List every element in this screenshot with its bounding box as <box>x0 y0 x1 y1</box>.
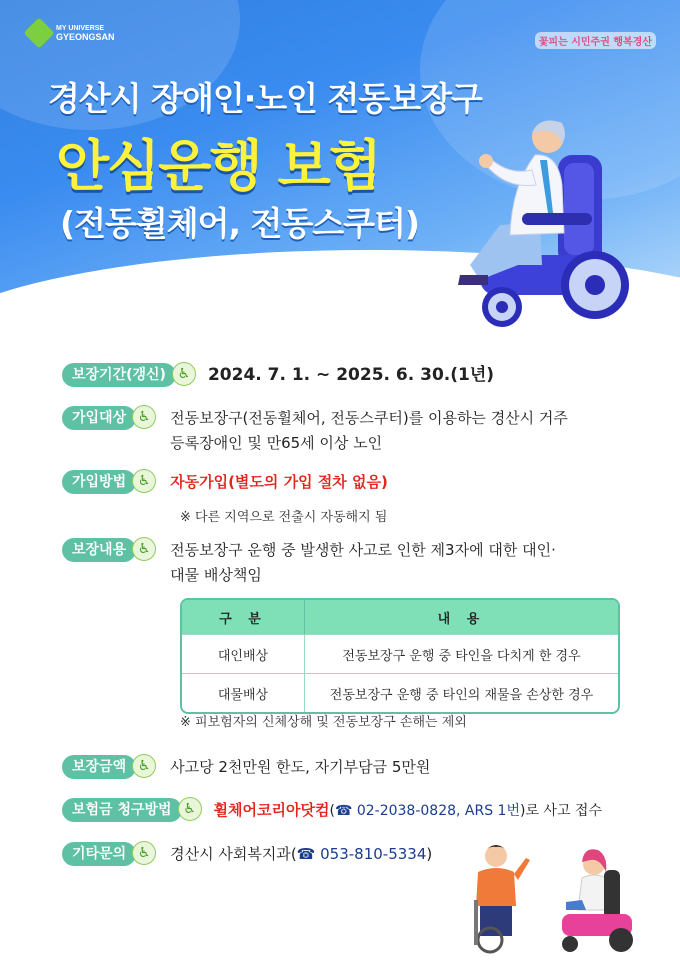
method-row <box>62 470 388 495</box>
claim-row <box>62 798 602 824</box>
title-line1: 경산시 장애인·노인 전동보장구 <box>48 79 482 118</box>
coverage-table <box>180 598 620 714</box>
eligibility-line1: 전동보장구(전동휠체어, 전동스쿠터)를 이용하는 경산시 거주 <box>170 409 568 427</box>
method-note: ※ 다른 지역으로 전출시 자동해지 됨 <box>180 510 388 525</box>
eligibility-line2: 등록장애인 및 만65세 이상 노인 <box>170 434 383 452</box>
title-line3: (전동휠체어, 전동스쿠터) <box>60 204 419 243</box>
inquiry-row <box>62 842 432 867</box>
coverage-line2: 대물 배상책임 <box>170 566 262 584</box>
logo-mark-icon <box>23 17 54 48</box>
amount-value: 사고당 2천만원 한도, 자기부담금 5만원 <box>170 758 431 776</box>
claim-company: 휠체어코리아닷컴 <box>213 801 330 819</box>
period-value: 2024. 7. 1. ~ 2025. 6. 30.(1년) <box>207 365 495 385</box>
wheelchair-icon: ♿ <box>172 362 196 386</box>
table-header: 구 분 <box>182 600 305 634</box>
table-header: 내 용 <box>305 600 618 634</box>
logo-line1: MY UNIVERSE <box>56 25 105 32</box>
table-header-row <box>182 600 618 634</box>
wheelchair-icon: ♿ <box>178 797 202 821</box>
logo-line2: GYEONGSAN <box>56 32 115 42</box>
claim-label: 보험금 청구방법 <box>62 798 182 822</box>
city-logo <box>28 22 115 44</box>
paren: ) <box>519 803 526 819</box>
slogan: 꽃피는 시민주권 행복경산 <box>535 32 656 49</box>
amount-row <box>62 755 430 780</box>
paren: ( <box>329 803 335 819</box>
inquiry-label: 기타문의 <box>62 842 136 866</box>
method-value: 자동가입(별도의 가입 절차 없음) <box>170 473 388 491</box>
table-cell: 대인배상 <box>182 634 305 673</box>
wheelchair-icon: ♿ <box>132 405 156 429</box>
wheelchair-icon: ♿ <box>132 469 156 493</box>
method-label: 가입방법 <box>62 470 136 494</box>
claim-suffix: 로 사고 접수 <box>525 803 602 819</box>
coverage-line1: 전동보장구 운행 중 발생한 사고로 인한 제3자에 대한 대인· <box>170 541 556 559</box>
amount-label: 보장금액 <box>62 755 136 779</box>
period-row <box>62 363 494 388</box>
hero-banner <box>0 0 680 330</box>
coverage-note: ※ 피보험자의 신체상해 및 전동보장구 손해는 제외 <box>180 715 467 730</box>
table-row <box>182 634 618 673</box>
wheelchair-icon: ♿ <box>132 537 156 561</box>
table-cell: 전동보장구 운행 중 타인의 재물을 손상한 경우 <box>305 673 618 712</box>
inquiry-dept: 경산시 사회복지과 <box>170 845 291 863</box>
inquiry-phone: ☎ 053-810-5334 <box>296 845 427 863</box>
table-cell: 전동보장구 운행 중 타인을 다치게 한 경우 <box>305 634 618 673</box>
wheelchair-icon: ♿ <box>132 754 156 778</box>
paren: ) <box>426 845 433 863</box>
coverage-row <box>62 538 556 588</box>
claim-phone: ☎ 02-2038-0828, ARS 1번 <box>334 803 520 819</box>
wheelchair-icon: ♿ <box>132 841 156 865</box>
table-cell: 대물배상 <box>182 673 305 712</box>
period-label: 보장기간(갱신) <box>62 363 176 387</box>
wheelchair-users-illustration <box>466 840 646 955</box>
paren: ( <box>290 845 297 863</box>
coverage-label: 보장내용 <box>62 538 136 562</box>
eligibility-row <box>62 406 568 456</box>
table-row <box>182 673 618 712</box>
title-line2: 안심운행 보험 <box>56 134 380 198</box>
wheelchair-user-illustration <box>440 115 650 330</box>
eligibility-label: 가입대상 <box>62 406 136 430</box>
